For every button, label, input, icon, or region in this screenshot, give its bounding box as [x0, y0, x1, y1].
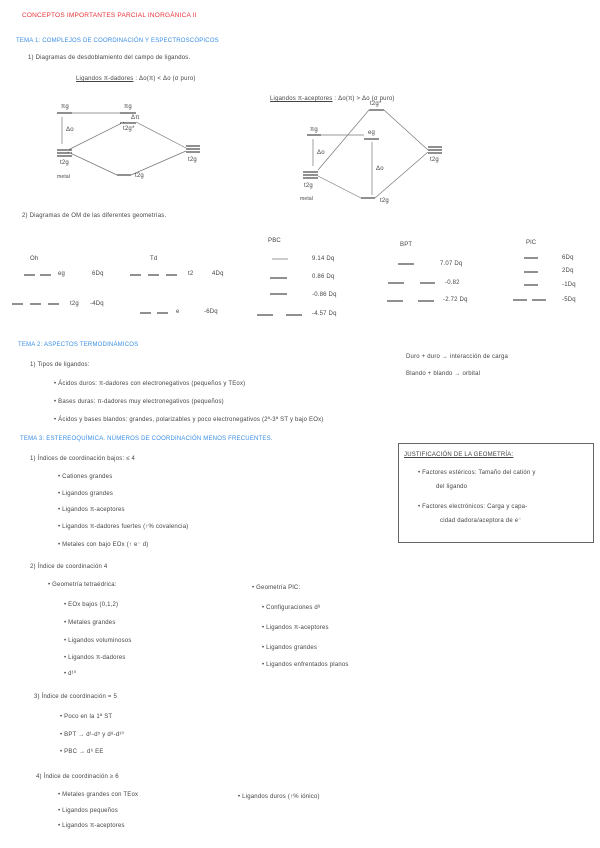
pi-acceptor-relation: : Δo(π) > Δo (σ puro)	[334, 96, 395, 102]
list-item: • Ligandos pequeños	[58, 808, 118, 814]
list-item: • Bases duras: π-dadores muy electronegativos (pequeños)	[54, 399, 224, 405]
box-item: cidad dadora/aceptora de e⁻	[440, 518, 522, 524]
plc-label: • Geometría PlC:	[252, 585, 301, 591]
tema3-section2: 2) Índice de coordinación 4	[30, 564, 108, 570]
level-label: t2g*	[370, 101, 382, 107]
pi-donor-header	[76, 76, 196, 83]
tema1-heading: TEMA 1: COMPLEJOS DE COORDINACIÓN Y ESPECTROSCÓPICOS	[16, 38, 219, 44]
td-t2-energy: 4Dq	[212, 271, 224, 277]
pbc-level: 0.86 Dq	[312, 274, 335, 280]
list-item: • Ligandos grandes	[262, 645, 318, 651]
tema3-section1: 1) Índices de coordinación bajos: ≤ 4	[30, 456, 136, 462]
list-item: • Ligandos voluminosos	[64, 638, 132, 644]
level-label: t2g	[135, 173, 144, 179]
plc-level: 2Dq	[562, 268, 574, 274]
tema1-section2: 2) Diagramas de OM de las diferentes geometrías.	[22, 213, 167, 219]
tema2-heading: TEMA 2: ASPECTOS TERMODINÁMICOS	[18, 342, 139, 348]
box-item: • Factores electrónicos: Carga y capa-	[418, 504, 528, 510]
level-label: t2g	[380, 198, 389, 204]
list-item: • Ligandos π-dadores fuertes (↑% covalencia)	[58, 524, 189, 530]
level-label: t2g	[60, 160, 69, 166]
tema3-heading: TEMA 3: ESTEREOQUÍMICA. NÚMEROS DE COORDINACIÓN MENOS FRECUENTES.	[20, 436, 273, 442]
list-item: • Cationes grandes	[58, 474, 113, 480]
oh-eg-energy: 6Dq	[92, 271, 104, 277]
oh-eg: eg	[58, 271, 66, 277]
list-item: • Ligandos π-aceptores	[58, 823, 125, 829]
list-item: • Ligandos π-aceptores	[262, 625, 329, 631]
bpt-level: 7.07 Dq	[440, 261, 463, 267]
level-label: t2g	[430, 157, 439, 163]
oh-t2g: t2g	[70, 301, 79, 307]
list-item: • Metales grandes con TEox	[58, 792, 139, 798]
level-label: πg	[310, 127, 318, 133]
list-item: • Ligandos enfrentados planos	[262, 662, 349, 668]
box-item: del ligando	[436, 484, 468, 490]
td-name: Td	[150, 256, 158, 262]
list-item: • Metales grandes	[64, 620, 116, 626]
side-note: Duro + duro → interacción de carga	[406, 354, 509, 360]
level-label: Δπ	[131, 115, 140, 121]
td-e-energy: -6Dq	[204, 309, 218, 315]
tema1-section1: 1) Diagramas de desdoblamiento del campo de ligandos.	[28, 55, 191, 61]
list-item: • Ácidos y bases blandos: grandes, polarizables y poco electronegativos (2ª-3ª ST y bajo EOx)	[54, 417, 324, 423]
list-item: • Ligandos π-dadores	[64, 655, 126, 661]
level-label: t2g	[304, 183, 313, 189]
tema3-section3: 3) Índice de coordinación = 5	[34, 694, 118, 700]
pbc-level: -0.86 Dq	[312, 292, 337, 298]
list-item: • Ligandos π-aceptores	[58, 507, 125, 513]
level-label: t2g*	[123, 126, 135, 132]
pi-donor-relation: : Δo(π) < Δo (σ puro)	[135, 76, 196, 82]
plc-level: -1Dq	[562, 282, 576, 288]
tetra-label: • Geometría tetraédrica:	[48, 582, 117, 588]
pbc-level: 9.14 Dq	[312, 256, 335, 262]
tema3-section4: 4) Índice de coordinación ≥ 6	[36, 774, 119, 780]
box-title: JUSTIFICACIÓN DE LA GEOMETRÍA:	[404, 452, 514, 458]
list-item: • PBC → d⁶ EE	[60, 749, 104, 755]
level-label: eg	[368, 130, 376, 136]
tema2-section1: 1) Tipos de ligandos:	[30, 362, 90, 368]
list-item: • d¹⁰	[64, 671, 77, 677]
level-label: Δo	[66, 127, 74, 133]
list-item: • Ácidos duros: π-dadores con electronegativos (pequeños y TEox)	[54, 381, 246, 387]
plc-level: -5Dq	[562, 297, 576, 303]
pi-acceptor-label: Ligandos π-aceptores	[270, 96, 333, 102]
list-item: • Poco en la 1ª ST	[60, 714, 113, 720]
level-label: metal	[300, 196, 314, 202]
list-item: • Ligandos duros (↑% iónico)	[238, 794, 320, 800]
side-note: Blando + blando → orbital	[406, 371, 481, 377]
level-label: metal	[57, 174, 71, 180]
box-item: • Factores estéricos: Tamaño del catión y	[418, 470, 536, 476]
list-item: • Configuraciones d⁸	[262, 605, 321, 611]
td-t2: t2	[188, 271, 194, 277]
level-label: Δo	[317, 150, 325, 156]
plc-name: PlC	[526, 240, 537, 246]
td-e: e	[176, 309, 180, 315]
pbc-name: PBC	[268, 238, 281, 244]
oh-t2g-energy: -4Dq	[90, 301, 104, 307]
document-title: CONCEPTOS IMPORTANTES PARCIAL INORGÁNICA II	[22, 12, 197, 19]
level-label: Δo	[376, 166, 384, 172]
bpt-level: -0.82	[445, 280, 460, 286]
oh-name: Oh	[30, 256, 39, 262]
list-item: • EOx bajos (0,1,2)	[64, 602, 119, 608]
pbc-level: -4.57 Dq	[312, 311, 337, 317]
bpt-name: BPT	[400, 242, 413, 248]
plc-level: 6Dq	[562, 255, 574, 261]
level-label: t2g	[188, 157, 197, 163]
list-item: • BPT → d¹-d⁵ y d⁸-d¹⁰	[60, 732, 125, 738]
pi-donor-label: Ligandos π-dadores	[76, 76, 134, 82]
list-item: • Ligandos grandes	[58, 491, 114, 497]
bpt-level: -2.72 Dq	[443, 297, 468, 303]
level-label: πg	[61, 104, 69, 110]
level-label: πg	[124, 104, 132, 110]
list-item: • Metales con bajo EOx (↑ e⁻ d)	[58, 542, 149, 548]
